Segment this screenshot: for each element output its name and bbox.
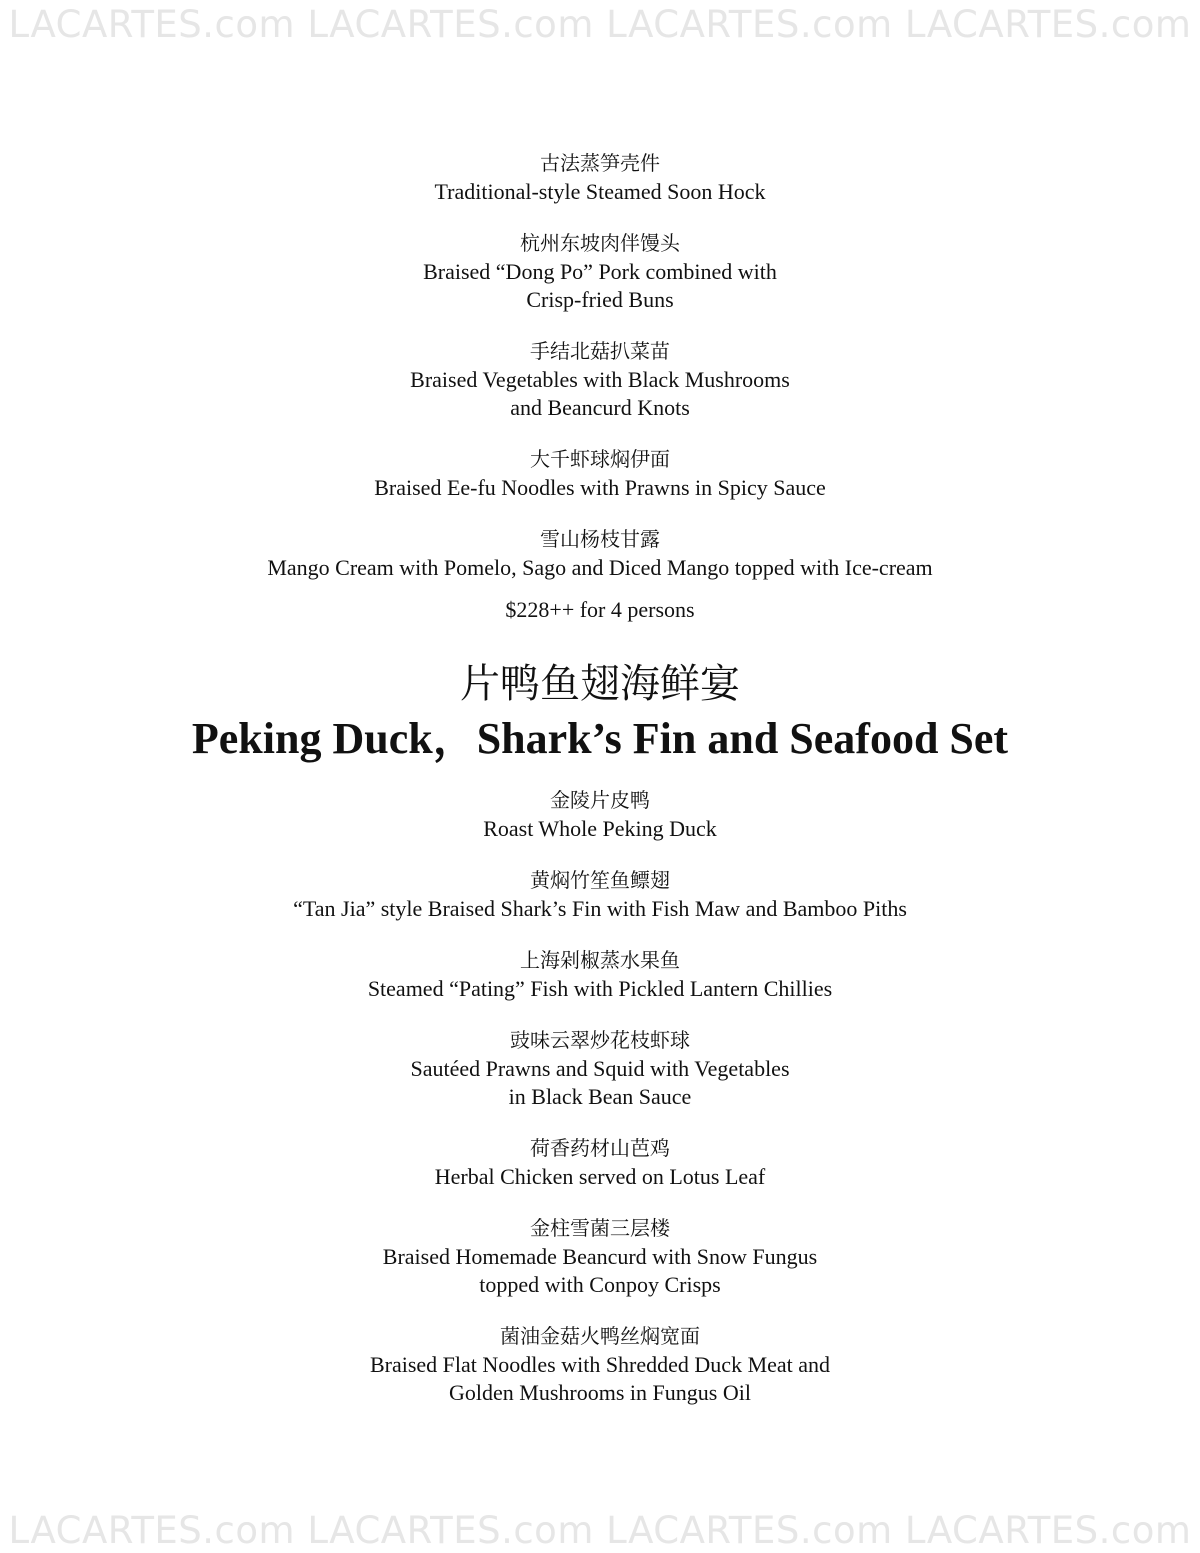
watermark-bottom: LACARTES.com LACARTES.com LACARTES.com LACARTES.com xyxy=(8,1512,1192,1549)
set-title-english: Peking Duck，Shark’s Fin and Seafood Set xyxy=(191,714,1009,763)
dish-name-chinese: 荷香药材山芭鸡 xyxy=(530,1136,670,1160)
watermark-top: LACARTES.com LACARTES.com LACARTES.com LACARTES.com xyxy=(8,6,1192,43)
dish-item xyxy=(0,228,1200,314)
dish-name-chinese: 手结北菇扒菜苗 xyxy=(530,339,670,363)
dish-name-chinese: 上海剁椒蒸水果鱼 xyxy=(520,948,680,972)
dish-name-chinese: 雪山杨枝甘露 xyxy=(540,527,660,551)
dish-item xyxy=(0,336,1200,422)
dish-name-english: Braised “Dong Po” Pork combined with xyxy=(423,259,777,284)
dish-name-english: Braised Ee-fu Noodles with Prawns in Spicy Sauce xyxy=(374,475,826,500)
dish-name-english: topped with Conpoy Crisps xyxy=(479,1272,721,1297)
dish-name-english: Crisp-fried Buns xyxy=(526,287,674,312)
dish-name-chinese: 金陵片皮鸭 xyxy=(550,788,650,812)
dish-name-chinese: 豉味云翠炒花枝虾球 xyxy=(510,1028,690,1052)
set-price: $228++ for 4 persons xyxy=(505,597,695,622)
dish-name-english: Braised Vegetables with Black Mushrooms xyxy=(410,367,790,392)
section-one-menu xyxy=(0,148,1200,624)
dish-name-english: Sautéed Prawns and Squid with Vegetables xyxy=(410,1056,790,1081)
dish-name-english: Golden Mushrooms in Fungus Oil xyxy=(449,1380,751,1405)
dish-name-chinese: 大千虾球焖伊面 xyxy=(530,447,670,471)
dish-name-english: “Tan Jia” style Braised Shark’s Fin with Fish Maw and Bamboo Piths xyxy=(293,896,907,921)
dish-name-english: Braised Flat Noodles with Shredded Duck Meat and xyxy=(369,1352,831,1377)
dish-item xyxy=(0,865,1200,923)
dish-item xyxy=(0,785,1200,843)
dish-name-english: Steamed “Pating” Fish with Pickled Lantern Chillies xyxy=(367,976,833,1001)
set-title-chinese: 片鸭鱼翅海鲜宴 xyxy=(460,661,740,707)
dish-name-english: Mango Cream with Pomelo, Sago and Diced Mango topped with Ice-cream xyxy=(267,555,933,580)
dish-name-english: in Black Bean Sauce xyxy=(508,1084,692,1109)
dish-item xyxy=(0,945,1200,1003)
dish-item xyxy=(0,1133,1200,1191)
dish-name-english: Roast Whole Peking Duck xyxy=(483,816,717,841)
dish-name-chinese: 菌油金菇火鸭丝焖宽面 xyxy=(500,1324,700,1348)
dish-name-chinese: 古法蒸笋壳件 xyxy=(540,151,660,175)
section-two-menu xyxy=(0,785,1200,1429)
dish-name-english: and Beancurd Knots xyxy=(510,395,690,420)
dish-item xyxy=(0,1025,1200,1111)
dish-item xyxy=(0,1321,1200,1407)
dish-item xyxy=(0,1213,1200,1299)
dish-item xyxy=(0,444,1200,502)
dish-name-chinese: 金柱雪菌三层楼 xyxy=(530,1216,670,1240)
dish-name-english: Braised Homemade Beancurd with Snow Fungus xyxy=(382,1244,818,1269)
dish-name-chinese: 杭州东坡肉伴馒头 xyxy=(520,231,680,255)
dish-name-chinese: 黄焖竹笙鱼鳔翅 xyxy=(530,868,670,892)
dish-name-english: Herbal Chicken served on Lotus Leaf xyxy=(434,1164,766,1189)
dish-name-english: Traditional-style Steamed Soon Hock xyxy=(434,179,766,204)
dish-item xyxy=(0,148,1200,206)
dish-item xyxy=(0,524,1200,582)
